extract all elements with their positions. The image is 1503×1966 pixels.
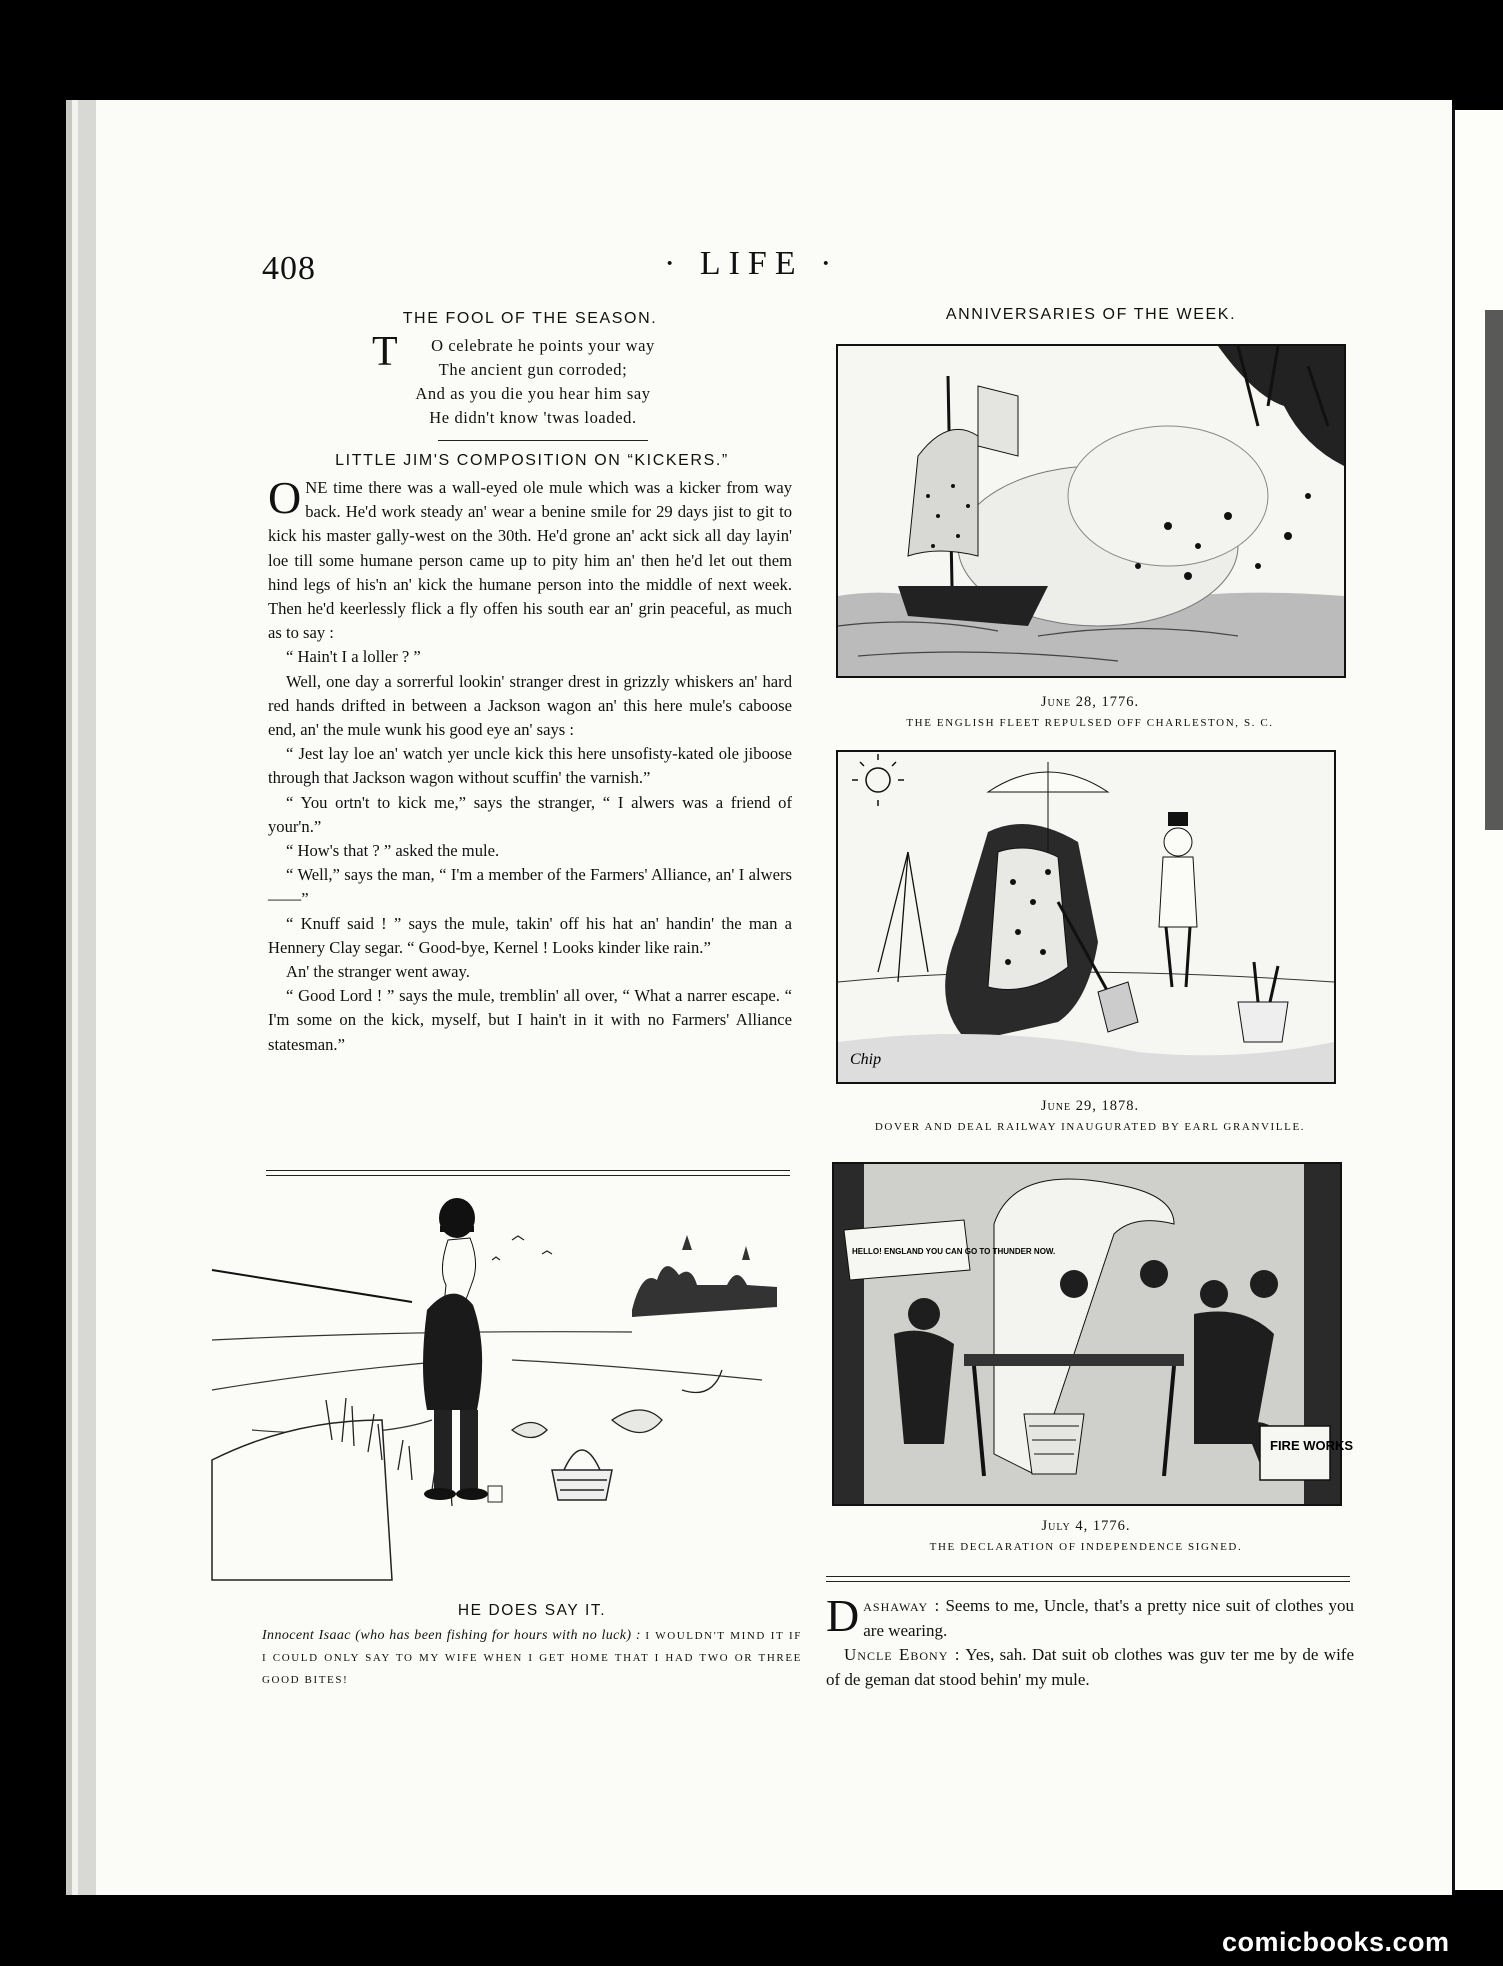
dialogue-dropcap: D	[826, 1590, 860, 1641]
fishing-scene	[212, 1190, 802, 1580]
fishing-cartoon-caption	[262, 1625, 802, 1691]
fleet-battle-scene	[838, 346, 1344, 676]
dialogue-line-2	[826, 1643, 1354, 1692]
dialogue-divider	[826, 1576, 1350, 1582]
dialogue-text-1: Seems to me, Uncle, that's a pretty nice suit of clothes you are wearing.	[863, 1596, 1354, 1640]
dialogue-line-1	[826, 1590, 1354, 1643]
story-paragraph: “ How's that ? ” asked the mule.	[286, 841, 500, 861]
story-paragraph-text: NE time there was a wall-eyed ole mule which was a kicker from way back. He'd work steady an' wear a benine smile for 29 days jist to git to kick his master gally-west on the 30th. He'd grone an' ackt sick all day layin' loe till some humane person came up to pity him an' then he'd let out them hind legs of his'n an' kick the humane person into the middle of next week. Then he'd keerlessly flick a fly offen his south ear an' grin peaceful, as much as to say :	[268, 478, 792, 643]
artist-signature: Chip	[850, 1051, 882, 1068]
attendant-figure	[1159, 812, 1197, 987]
poem-dropcap: T	[372, 329, 398, 375]
distant-trees-icon	[632, 1235, 777, 1317]
poem-verse	[368, 329, 698, 430]
story-paragraph: An' the stranger went away.	[286, 962, 470, 982]
poem-line: O celebrate he points your way	[431, 336, 655, 355]
dialogue-speaker-1: ashaway :	[863, 1596, 941, 1615]
fishing-cartoon-title: HE DOES SAY IT.	[457, 1602, 607, 1619]
story-paragraph: “ You ortn't to kick me,” says the stranger, “ I alwers was a friend of your'n.”	[268, 792, 792, 836]
story-title: LITTLE JIM'S COMPOSITION ON “KICKERS.”	[335, 452, 729, 469]
section-divider	[266, 1170, 790, 1176]
page-number: 408	[262, 250, 316, 287]
crate-text: FIRE WORKS	[1270, 1438, 1354, 1453]
shore-bank	[212, 1420, 392, 1580]
fish-icon	[512, 1410, 662, 1438]
anniversary-date-3: July 4, 1776.	[1041, 1518, 1131, 1534]
anniversary-date-1: June 28, 1776.	[1040, 694, 1140, 710]
poem-line: He didn't know 'twas loaded.	[429, 408, 637, 427]
illustration-declaration	[832, 1162, 1354, 1506]
story-paragraph: “ Hain't I a loller ? ”	[286, 647, 421, 667]
story-dropcap: O	[268, 472, 302, 523]
surveyor-tripod-icon	[878, 852, 928, 982]
anniversary-caption-1: THE ENGLISH FLEET REPULSED OFF CHARLESTON, S. C.	[906, 717, 1274, 729]
anniversary-caption-3: THE DECLARATION OF INDEPENDENCE SIGNED.	[929, 1541, 1243, 1553]
story-paragraph: Well, one day a sorrerful lookin' stranger drest in grizzly whiskers an' hard red hands drifted in between a Jackson wagon an' this here mule's caboose end, an' the mule wunk his good eye an' says :	[268, 671, 792, 740]
story-paragraph: “ Well,” says the man, “ I'm a member of the Farmers' Alliance, an' I alwers——”	[268, 865, 792, 909]
story-paragraph: “ Jest lay loe an' watch yer uncle kick this here unsofisty-kated ole jiboose through that Jackson wagon without scuffin' the varnish.”	[268, 744, 792, 788]
basket-icon	[1024, 1414, 1084, 1474]
fishing-illustration	[212, 1190, 802, 1580]
story-paragraph: “ Knuff said ! ” says the mule, takin' off his hat an' handin' the man a Hennery Clay segar. “ Good-bye, Kernel ! Looks kinder like rain.”	[268, 913, 792, 957]
caption-speaker: Innocent Isaac (who has been fishing for hours with no luck) :	[262, 1628, 641, 1643]
poem-line: And as you die you hear him say	[415, 384, 651, 403]
poem-rule	[438, 440, 648, 441]
robed-earl-figure	[945, 762, 1108, 1042]
next-page-edge	[1452, 110, 1503, 1890]
fishing-rod-icon	[212, 1270, 412, 1302]
scan-background	[0, 0, 1500, 100]
birds-icon	[492, 1236, 552, 1260]
anniversary-caption-2: DOVER AND DEAL RAILWAY INAUGURATED BY EARL GRANVILLE.	[874, 1121, 1306, 1133]
sun-icon	[852, 754, 904, 806]
story-body	[268, 472, 792, 1057]
anniversaries-title: ANNIVERSARIES OF THE WEEK.	[945, 306, 1237, 323]
watermark: comicbooks.com	[1222, 1927, 1450, 1957]
banner-text: HELLO! ENGLAND YOU CAN GO TO THUNDER NOW.	[852, 1247, 1056, 1256]
bait-can-icon	[488, 1486, 502, 1502]
dialogue-text-2: Yes, sah. Dat suit ob clothes was guv ter me by de wife of de geman dat stood behin' my mule.	[826, 1645, 1354, 1689]
caption-quote: I WOULDN'T MIND IT IF I COULD ONLY SAY TO MY WIFE WHEN I GET HOME THAT I HAD TWO OR THREE GOOD BITES!	[262, 1630, 802, 1686]
illustration-fleet	[836, 344, 1346, 678]
declaration-signing-scene	[834, 1164, 1354, 1504]
dialogue-block	[826, 1590, 1354, 1692]
binding-shadow	[1485, 310, 1503, 830]
dialogue-speaker-2: Uncle Ebony :	[844, 1645, 961, 1664]
water-lines	[212, 1332, 762, 1434]
masthead: · LIFE ·	[664, 245, 840, 282]
fisherman-figure	[423, 1198, 488, 1500]
story-paragraph	[268, 472, 792, 645]
signing-table	[964, 1354, 1184, 1366]
anniversary-date-2: June 29, 1878.	[1040, 1098, 1140, 1114]
poem-line: The ancient gun corroded;	[438, 360, 628, 379]
poem-title: THE FOOL OF THE SEASON.	[402, 310, 658, 327]
picnic-basket-icon	[552, 1450, 612, 1500]
illustration-railway	[836, 750, 1336, 1084]
story-paragraph: “ Good Lord ! ” says the mule, tremblin' all over, “ What a narrer escape. “ I'm some on the kick, myself, but I hain't in it with no Farmers' Alliance statesman.”	[268, 986, 792, 1054]
champagne-bucket-icon	[1238, 962, 1288, 1042]
railway-ceremony-scene	[838, 752, 1334, 1082]
